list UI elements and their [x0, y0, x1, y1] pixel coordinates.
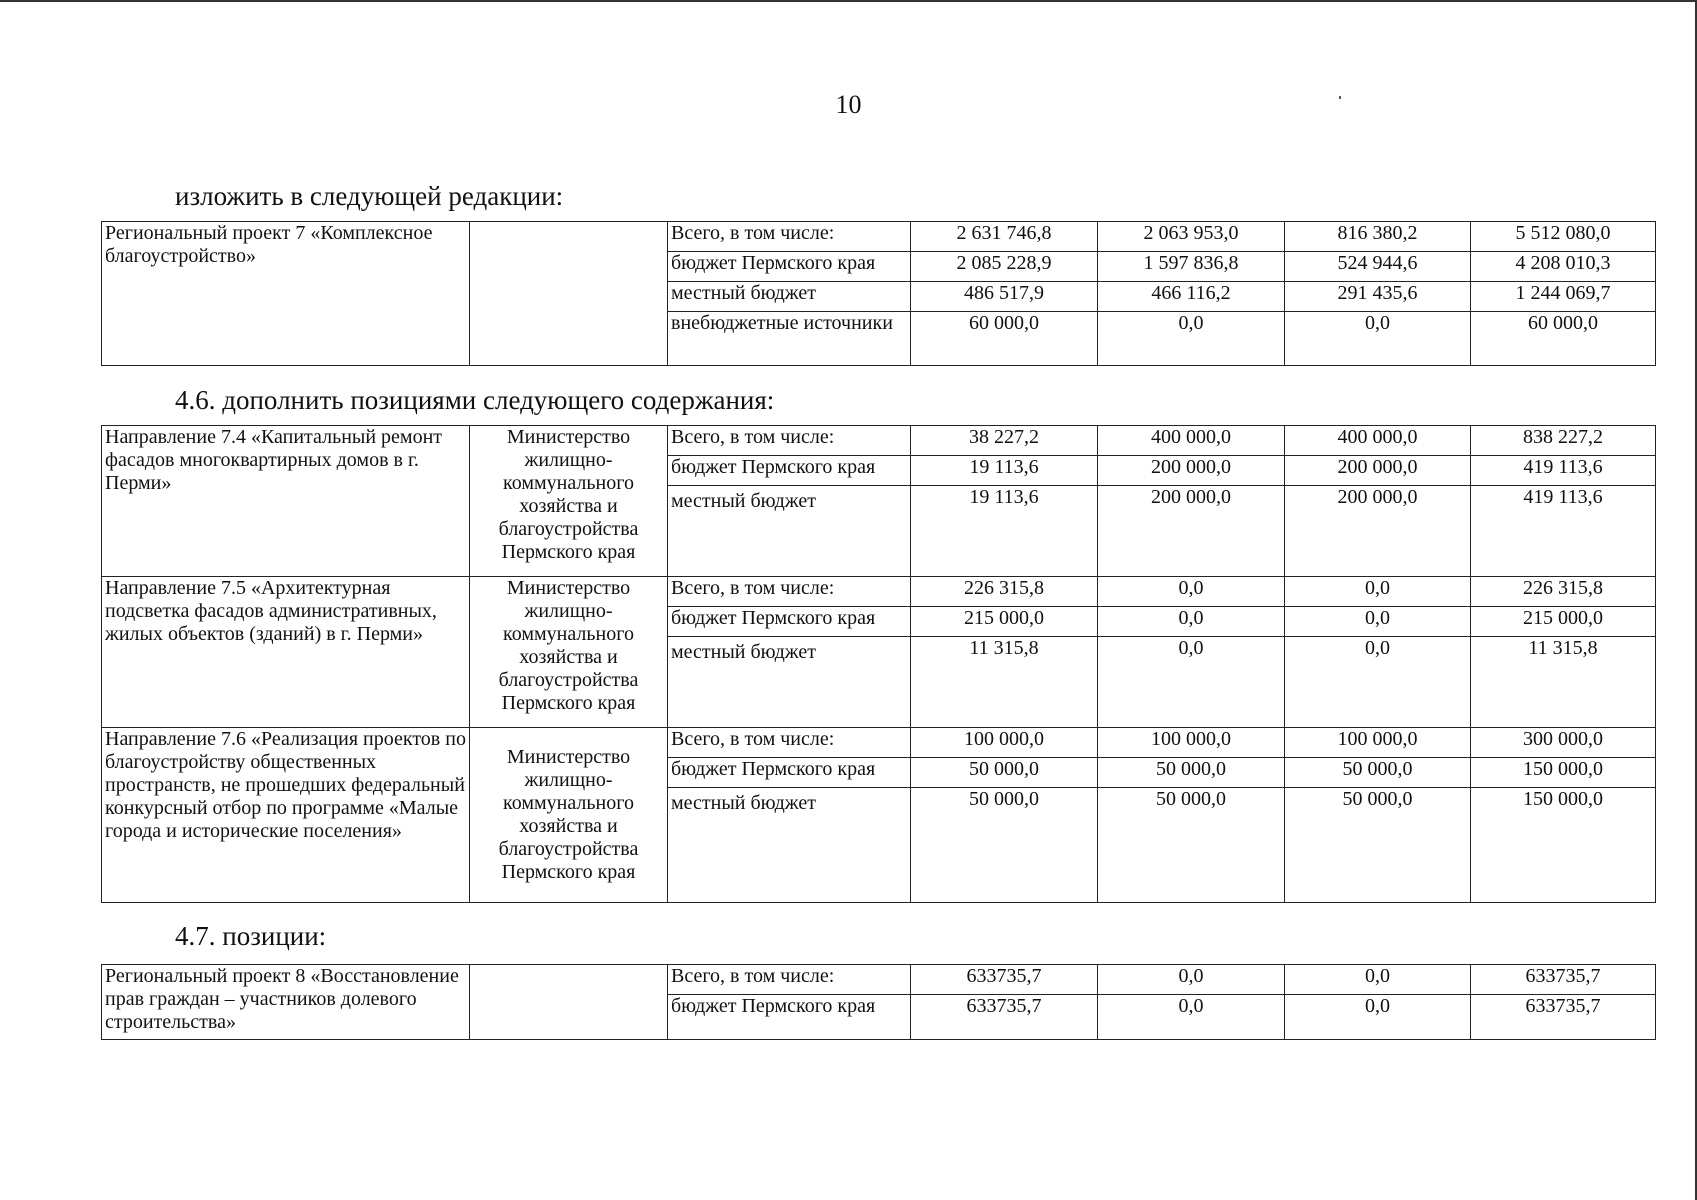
- heading-positions: 4.7. позиции:: [175, 921, 327, 951]
- value-cell: 486 517,9: [911, 282, 1098, 312]
- value-cell: 50 000,0: [1285, 788, 1471, 903]
- project-cell: Региональный проект 7 «Комплексное благоустройство»: [102, 222, 470, 366]
- value-cell: 524 944,6: [1285, 252, 1471, 282]
- value-cell: 50 000,0: [911, 758, 1098, 788]
- value-cell: 226 315,8: [1471, 577, 1656, 607]
- value-cell: 50 000,0: [911, 788, 1098, 903]
- source-cell: бюджет Пермского края: [668, 252, 911, 282]
- value-cell: 200 000,0: [1285, 456, 1471, 486]
- table-row: [102, 965, 1656, 995]
- value-cell: 400 000,0: [1285, 426, 1471, 456]
- source-cell: местный бюджет: [668, 486, 911, 577]
- source-cell: Всего, в том числе:: [668, 728, 911, 758]
- responsible-cell: [470, 222, 668, 366]
- value-cell: 215 000,0: [911, 607, 1098, 637]
- value-cell: 0,0: [1285, 607, 1471, 637]
- value-cell: 1 244 069,7: [1471, 282, 1656, 312]
- value-cell: 633735,7: [1471, 995, 1656, 1040]
- value-cell: 60 000,0: [911, 312, 1098, 366]
- value-cell: 300 000,0: [1471, 728, 1656, 758]
- table-regional-project-8: [101, 964, 1656, 1040]
- source-cell: местный бюджет: [668, 788, 911, 903]
- value-cell: 816 380,2: [1285, 222, 1471, 252]
- table-row: [102, 426, 1656, 456]
- value-cell: 633735,7: [1471, 965, 1656, 995]
- responsible-cell: [470, 965, 668, 1040]
- source-cell: Всего, в том числе:: [668, 965, 911, 995]
- value-cell: 19 113,6: [911, 486, 1098, 577]
- source-cell: местный бюджет: [668, 282, 911, 312]
- value-cell: 0,0: [1285, 965, 1471, 995]
- value-cell: 0,0: [1098, 312, 1285, 366]
- value-cell: 419 113,6: [1471, 456, 1656, 486]
- table-row: [102, 577, 1656, 607]
- table-row: [102, 728, 1656, 758]
- value-cell: 11 315,8: [1471, 637, 1656, 728]
- value-cell: 633735,7: [911, 965, 1098, 995]
- value-cell: 5 512 080,0: [1471, 222, 1656, 252]
- value-cell: 38 227,2: [911, 426, 1098, 456]
- value-cell: 838 227,2: [1471, 426, 1656, 456]
- responsible-cell: Министерство жилищно-коммунального хозяйства и благоустройства Пермского края: [470, 426, 668, 577]
- source-cell: Всего, в том числе:: [668, 426, 911, 456]
- value-cell: 11 315,8: [911, 637, 1098, 728]
- value-cell: 50 000,0: [1098, 788, 1285, 903]
- scan-edge-top: [0, 0, 1697, 2]
- value-cell: 100 000,0: [1285, 728, 1471, 758]
- project-cell: Региональный проект 8 «Восстановление прав граждан – участников долевого строительства»: [102, 965, 470, 1040]
- table-row: [102, 222, 1656, 252]
- value-cell: 0,0: [1098, 607, 1285, 637]
- page-number: 10: [835, 90, 862, 119]
- source-cell: Всего, в том числе:: [668, 577, 911, 607]
- value-cell: 150 000,0: [1471, 788, 1656, 903]
- value-cell: 200 000,0: [1098, 456, 1285, 486]
- value-cell: 50 000,0: [1098, 758, 1285, 788]
- value-cell: 0,0: [1098, 637, 1285, 728]
- source-cell: бюджет Пермского края: [668, 758, 911, 788]
- value-cell: 60 000,0: [1471, 312, 1656, 366]
- value-cell: 200 000,0: [1098, 486, 1285, 577]
- value-cell: 419 113,6: [1471, 486, 1656, 577]
- responsible-cell: Министерство жилищно-коммунального хозяйства и благоустройства Пермского края: [470, 728, 668, 903]
- project-cell: Направление 7.5 «Архитектурная подсветка фасадов административных, жилых объектов (зданий) в г. Перми»: [102, 577, 470, 728]
- source-cell: бюджет Пермского края: [668, 607, 911, 637]
- source-cell: бюджет Пермского края: [668, 456, 911, 486]
- table-directions-7: [101, 425, 1656, 903]
- value-cell: 0,0: [1285, 995, 1471, 1040]
- value-cell: 0,0: [1285, 312, 1471, 366]
- value-cell: 0,0: [1098, 965, 1285, 995]
- value-cell: 150 000,0: [1471, 758, 1656, 788]
- value-cell: 50 000,0: [1285, 758, 1471, 788]
- value-cell: 291 435,6: [1285, 282, 1471, 312]
- heading-add-positions: 4.6. дополнить позициями следующего содержания:: [175, 385, 775, 415]
- table-regional-project-7: [101, 221, 1656, 366]
- value-cell: 466 116,2: [1098, 282, 1285, 312]
- value-cell: 100 000,0: [911, 728, 1098, 758]
- value-cell: 4 208 010,3: [1471, 252, 1656, 282]
- heading-replace-text: изложить в следующей редакции:: [175, 181, 564, 211]
- value-cell: 215 000,0: [1471, 607, 1656, 637]
- project-cell: Направление 7.6 «Реализация проектов по благоустройству общественных пространств, не прошедших федеральный конкурсный отбор по программе «Малые города и исторические поселения»: [102, 728, 470, 903]
- value-cell: 2 085 228,9: [911, 252, 1098, 282]
- project-cell: Направление 7.4 «Капитальный ремонт фасадов многоквартирных домов в г. Перми»: [102, 426, 470, 577]
- value-cell: 1 597 836,8: [1098, 252, 1285, 282]
- source-cell: бюджет Пермского края: [668, 995, 911, 1040]
- value-cell: 400 000,0: [1098, 426, 1285, 456]
- value-cell: 0,0: [1098, 577, 1285, 607]
- source-cell: местный бюджет: [668, 637, 911, 728]
- value-cell: 200 000,0: [1285, 486, 1471, 577]
- source-cell: внебюджетные источники: [668, 312, 911, 366]
- value-cell: 0,0: [1285, 637, 1471, 728]
- value-cell: 2 631 746,8: [911, 222, 1098, 252]
- responsible-cell: Министерство жилищно-коммунального хозяйства и благоустройства Пермского края: [470, 577, 668, 728]
- value-cell: 2 063 953,0: [1098, 222, 1285, 252]
- source-cell: Всего, в том числе:: [668, 222, 911, 252]
- value-cell: 226 315,8: [911, 577, 1098, 607]
- value-cell: 100 000,0: [1098, 728, 1285, 758]
- value-cell: 0,0: [1285, 577, 1471, 607]
- value-cell: 19 113,6: [911, 456, 1098, 486]
- value-cell: 633735,7: [911, 995, 1098, 1040]
- value-cell: 0,0: [1098, 995, 1285, 1040]
